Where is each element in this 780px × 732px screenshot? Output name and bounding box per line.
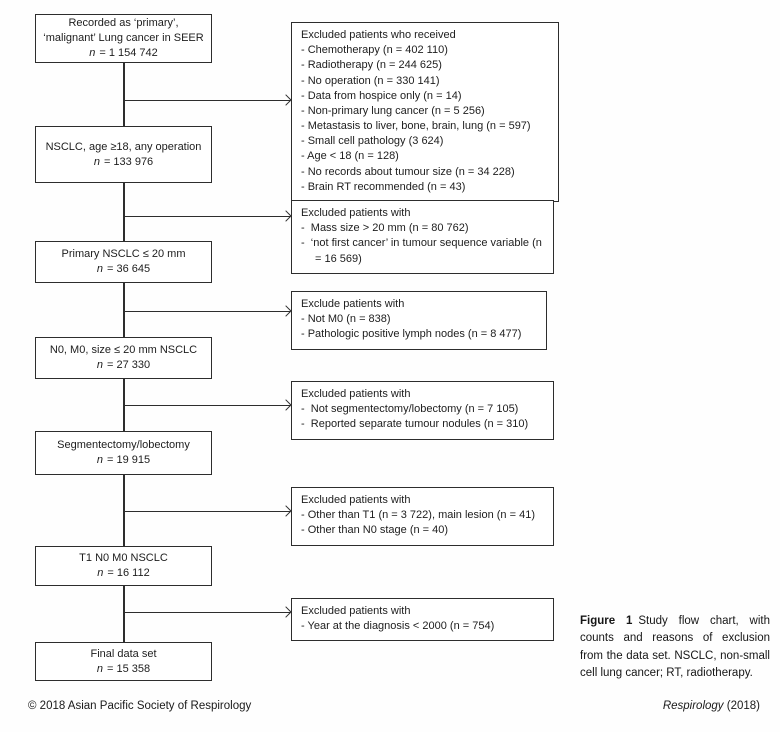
exclusion-box-not-m0 xyxy=(291,291,547,350)
figure-caption xyxy=(580,613,770,682)
exclusion-item: - Mass size > 20 mm (n = 80 762) xyxy=(301,222,469,235)
exclusion-item: - Pathologic positive lymph nodes (n = 8 477) xyxy=(301,328,522,341)
exclusion-item: - Other than N0 stage (n = 40) xyxy=(301,524,449,537)
box-count xyxy=(97,566,149,581)
exclusion-header: Excluded patients with xyxy=(301,605,411,617)
exclusion-arrow-3 xyxy=(123,311,290,312)
flow-box-primary-nsclc-20mm xyxy=(35,241,212,283)
exclusion-header: Excluded patients who received xyxy=(301,29,456,41)
exclusion-arrow-5 xyxy=(123,511,290,512)
arrow-head-icon xyxy=(280,306,291,317)
box-label-line: ‘malignant’ Lung cancer in SEER xyxy=(43,32,204,45)
n-symbol: n xyxy=(96,662,103,675)
figure-caption-label: Figure 1 xyxy=(580,615,633,627)
figure-caption-text: Study flow chart, with counts and reasons of exclusion from the data set. NSCLC, non-small cell lung cancer; RT, radiotherapy. xyxy=(580,615,771,679)
flow-box-seer-record xyxy=(35,14,212,63)
arrow-head-icon xyxy=(280,211,291,222)
flow-box-t1-n0-m0 xyxy=(35,546,212,586)
box-label-line: Segmentectomy/lobectomy xyxy=(57,439,190,452)
n-symbol: n xyxy=(96,359,103,371)
exclusion-item: - Reported separate tumour nodules (n = 310) xyxy=(301,418,529,431)
exclusion-arrow-4 xyxy=(123,405,290,406)
box-label-line: Final data set xyxy=(90,647,157,660)
n-symbol: n xyxy=(89,46,96,59)
count-value: = 1 154 742 xyxy=(99,46,158,59)
count-value: = 36 645 xyxy=(107,263,151,275)
exclusion-box-not-segmentectomy xyxy=(291,381,554,440)
exclusion-item: - Age < 18 (n = 128) xyxy=(301,150,399,163)
exclusion-item: - No operation (n = 330 141) xyxy=(301,74,440,87)
box-count xyxy=(94,155,153,170)
exclusion-header: Exclude patients with xyxy=(301,298,405,310)
flow-box-nsclc-any-operation xyxy=(35,126,212,183)
exclusion-item: - Small cell pathology (3 624) xyxy=(301,135,444,148)
count-value: = 133 976 xyxy=(103,155,154,168)
flow-box-segmentectomy-lobectomy xyxy=(35,431,212,475)
journal-year: (2018) xyxy=(723,700,760,712)
n-symbol: n xyxy=(93,155,100,168)
exclusion-header: Excluded patients with xyxy=(301,494,411,506)
count-value: = 19 915 xyxy=(107,454,151,466)
copyright-text: © 2018 Asian Pacific Society of Respirology xyxy=(28,700,252,712)
exclusion-header: Excluded patients with xyxy=(301,388,411,400)
exclusion-item: - Other than T1 (n = 3 722), main lesion (n = 41) xyxy=(301,509,535,522)
flow-box-n0-m0-nsclc xyxy=(35,337,212,379)
box-label-line: N0, M0, size ≤ 20 mm NSCLC xyxy=(49,344,198,357)
exclusion-item: - Data from hospice only (n = 14) xyxy=(301,89,462,102)
exclusion-box-year-diagnosis xyxy=(291,598,554,641)
exclusion-item: - Non-primary lung cancer (n = 5 256) xyxy=(301,104,485,117)
exclusion-item: - ‘not first cancer’ in tumour sequence variable (n = 16 569) xyxy=(301,237,542,265)
exclusion-item: - Metastasis to liver, bone, brain, lung (n = 597) xyxy=(301,120,531,133)
box-count xyxy=(97,262,150,277)
exclusion-item: - Not M0 (n = 838) xyxy=(301,313,391,326)
journal-citation xyxy=(663,700,760,712)
exclusion-header: Excluded patients with xyxy=(301,207,411,219)
exclusion-item: - Chemotherapy (n = 402 110) xyxy=(301,44,448,57)
box-label-line: T1 N0 M0 NSCLC xyxy=(79,552,168,565)
exclusion-item: - Brain RT recommended (n = 43) xyxy=(301,180,466,193)
arrow-head-icon xyxy=(280,95,291,106)
count-value: = 15 358 xyxy=(107,662,151,675)
exclusion-item: - Year at the diagnosis < 2000 (n = 754) xyxy=(301,620,495,633)
box-label-line: Primary NSCLC ≤ 20 mm xyxy=(61,248,186,261)
exclusion-box-other-than-t1 xyxy=(291,487,554,546)
exclusion-arrow-6 xyxy=(123,612,290,613)
exclusion-item: - Not segmentectomy/lobectomy (n = 7 105) xyxy=(301,403,519,416)
arrow-head-icon xyxy=(280,607,291,618)
n-symbol: n xyxy=(96,454,103,466)
arrow-head-icon xyxy=(280,506,291,517)
n-symbol: n xyxy=(97,567,104,579)
box-label-line: NSCLC, age ≥18, any operation xyxy=(45,140,202,153)
journal-name: Respirology xyxy=(662,700,724,712)
arrow-head-icon xyxy=(280,400,291,411)
box-count xyxy=(97,358,150,373)
box-count xyxy=(97,662,150,677)
exclusion-arrow-2 xyxy=(123,216,290,217)
box-count xyxy=(89,46,158,61)
count-value: = 16 112 xyxy=(107,567,150,579)
box-label-line: Recorded as ‘primary’, xyxy=(68,17,179,30)
exclusion-box-mass-size xyxy=(291,200,554,274)
count-value: = 27 330 xyxy=(107,359,151,371)
exclusion-item: - No records about tumour size (n = 34 228) xyxy=(301,165,515,178)
exclusion-item: - Radiotherapy (n = 244 625) xyxy=(301,59,442,72)
exclusion-arrow-1 xyxy=(123,100,290,101)
box-count xyxy=(97,453,150,468)
n-symbol: n xyxy=(96,263,103,275)
flow-box-final-data-set xyxy=(35,642,212,681)
exclusion-box-received xyxy=(291,22,559,202)
